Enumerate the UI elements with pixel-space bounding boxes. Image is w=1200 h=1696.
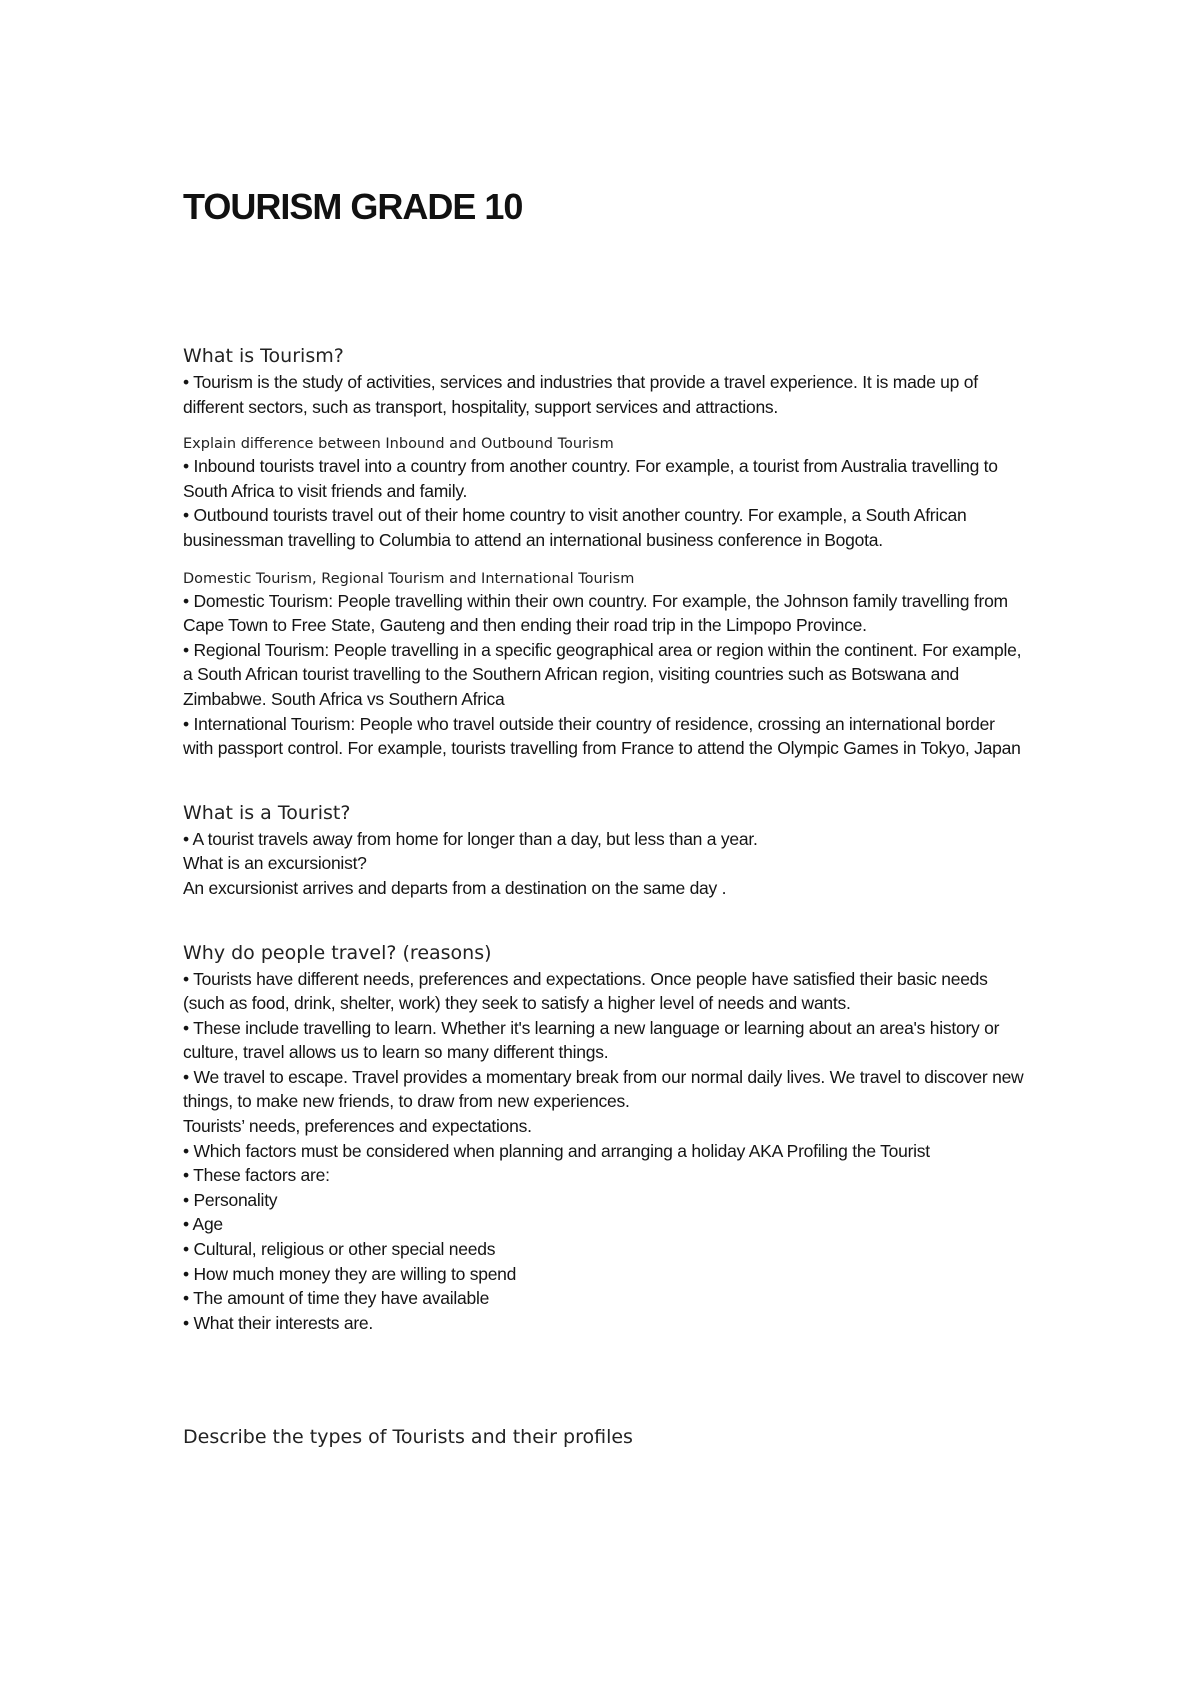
- paragraph: An excursionist arrives and departs from a destination on the same day .: [183, 877, 727, 898]
- section-domestic-regional-international: [183, 569, 1028, 761]
- section-heading: What is a Tourist?: [183, 801, 351, 824]
- paragraph: • A tourist travels away from home for longer than a day, but less than a year.: [183, 828, 758, 849]
- paragraph: • These include travelling to learn. Whether it's learning a new language or learning about an area's history or culture, travel allows us to learn so many different things.: [183, 1017, 1000, 1063]
- list-item: • Personality: [183, 1189, 278, 1210]
- section-subheading: Domestic Tourism, Regional Tourism and International Tourism: [183, 570, 635, 587]
- section-what-is-tourism: [183, 342, 1028, 419]
- section-subheading: Explain difference between Inbound and Outbound Tourism: [183, 436, 614, 453]
- list-item: • Which factors must be considered when planning and arranging a holiday AKA Profiling the Tourist: [183, 1140, 930, 1161]
- paragraph: • Tourists have different needs, preferences and expectations. Once people have satisfied their basic needs (such as food, drink, shelter, work) they seek to satisfy a higher level of needs and wants.: [183, 968, 988, 1014]
- paragraph: • Domestic Tourism: People travelling within their own country. For example, the Johnson family travelling from Cape Town to Free State, Gauteng and then ending their road trip in the Limpopo Province.: [183, 590, 1008, 636]
- section-heading: Describe the types of Tourists and their profiles: [183, 1426, 633, 1449]
- paragraph: Tourists’ needs, preferences and expectations.: [183, 1116, 532, 1137]
- section-heading: What is Tourism?: [183, 345, 344, 367]
- paragraph: • Regional Tourism: People travelling in a specific geographical area or region within the continent. For example, a South African tourist travelling to the Southern African region, visiting countries such as Botswana and Zimbabwe. South Africa vs Southern Africa: [183, 639, 1022, 709]
- list-item: • These factors are:: [183, 1165, 330, 1186]
- section-what-is-tourist: [183, 799, 1028, 901]
- paragraph: What is an excursionist?: [183, 853, 367, 874]
- paragraph: • Inbound tourists travel into a country from another country. For example, a tourist from Australia travelling to South Africa to visit friends and family.: [183, 456, 998, 501]
- list-item: • The amount of time they have available: [183, 1288, 490, 1309]
- section-why-travel: [183, 939, 1028, 1336]
- paragraph: • Outbound tourists travel out of their home country to visit another country. For example, a South African businessman travelling to Columbia to attend an international business conference in Bogota.: [183, 505, 967, 550]
- list-item: • How much money they are willing to spend: [183, 1263, 517, 1284]
- document-title: TOURISM GRADE 10: [183, 186, 523, 227]
- document-body: [183, 342, 1028, 1451]
- section-inbound-outbound: [183, 434, 1028, 552]
- list-item: • Cultural, religious or other special needs: [183, 1239, 496, 1260]
- list-item: • What their interests are.: [183, 1312, 374, 1333]
- section-heading: Why do people travel? (reasons): [183, 941, 492, 964]
- list-item: • Age: [183, 1214, 223, 1235]
- paragraph: • International Tourism: People who travel outside their country of residence, crossing an international border with passport control. For example, tourists travelling from France to attend the Olympic Games in Tokyo, Japan: [183, 713, 1021, 759]
- paragraph: • Tourism is the study of activities, services and industries that provide a travel experience. It is made up of different sectors, such as transport, hospitality, support services and attractions.: [183, 372, 978, 417]
- paragraph: • We travel to escape. Travel provides a momentary break from our normal daily lives. We travel to discover new things, to make new friends, to draw from new experiences.: [183, 1066, 1024, 1112]
- section-types-of-tourists: [183, 1423, 1028, 1451]
